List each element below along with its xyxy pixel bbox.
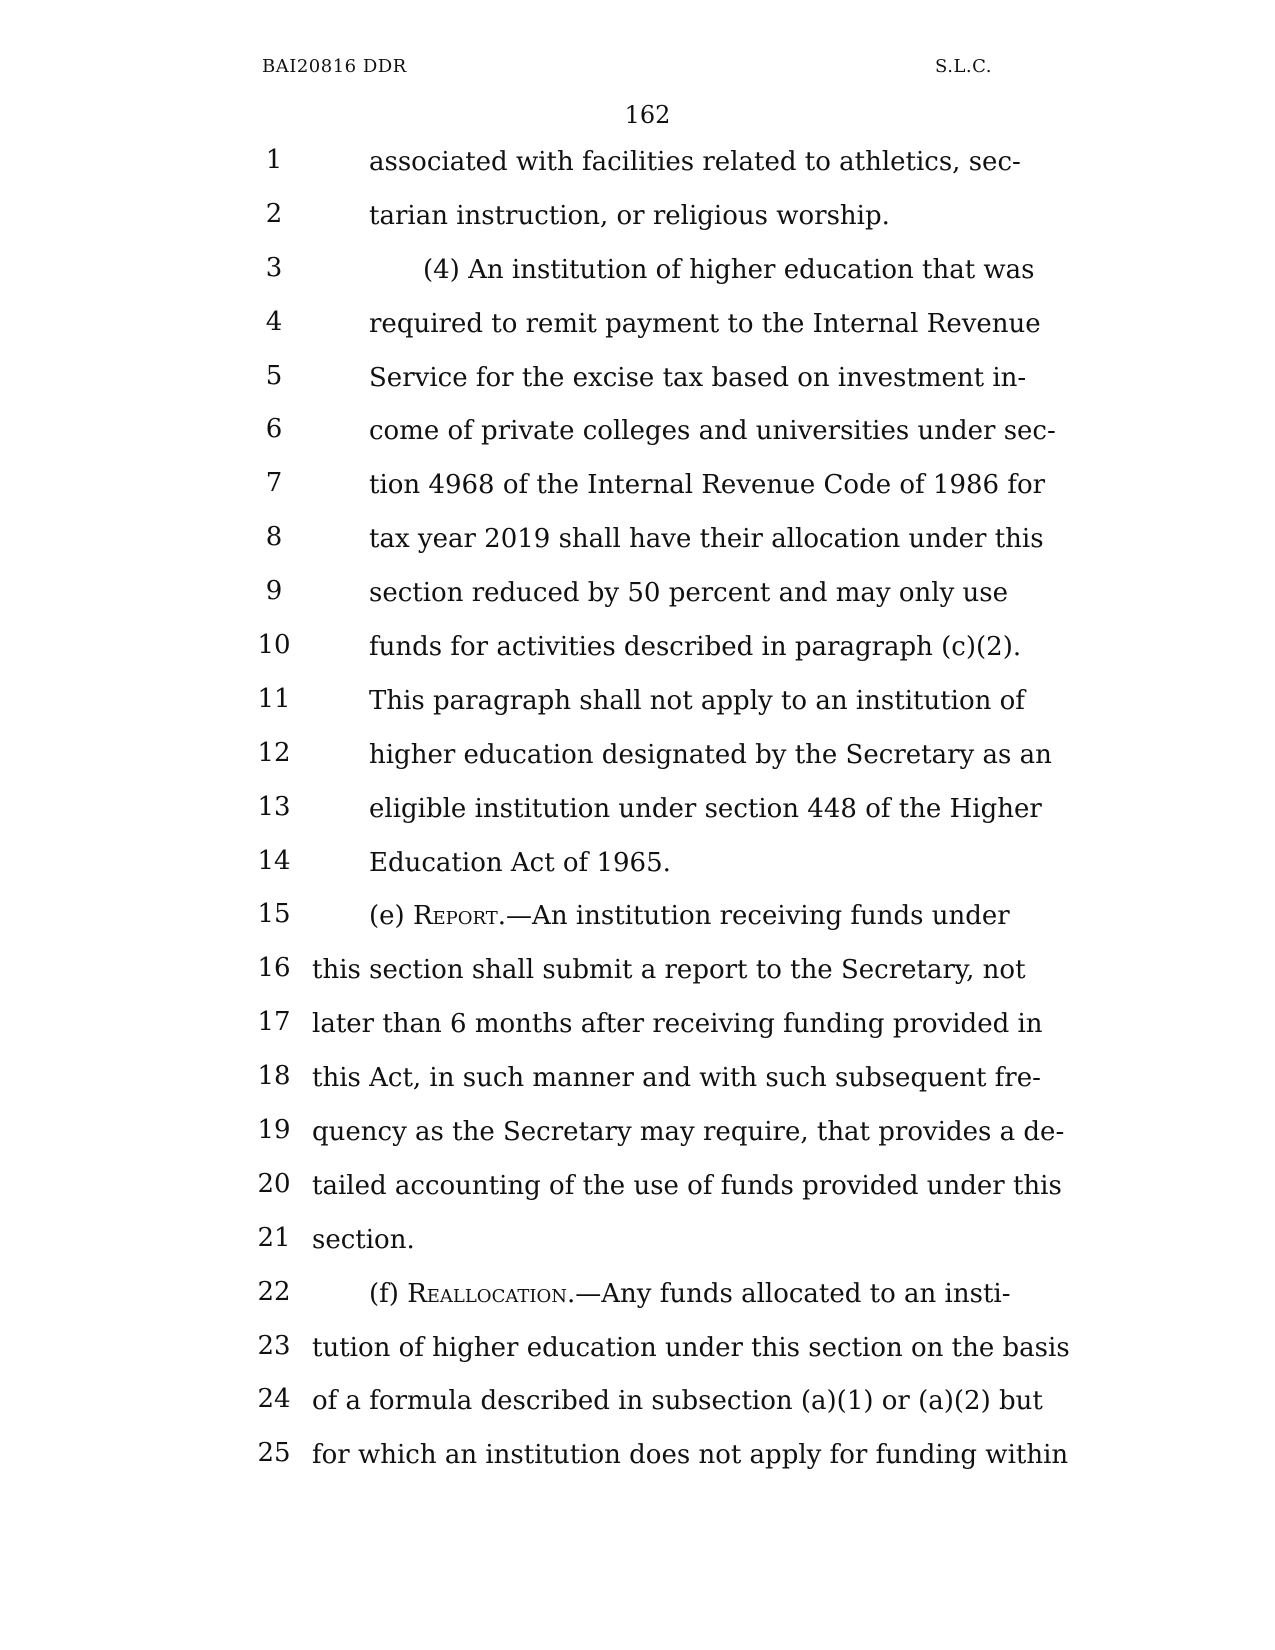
line-text: tarian instruction, or religious worship. [369, 200, 890, 231]
bill-line [0, 248, 1275, 302]
line-text: funds for activities described in paragraph (c)(2). [369, 632, 1022, 663]
line-text: eligible institution under section 448 of the Higher [369, 793, 1042, 824]
line-number: 24 [257, 1384, 291, 1415]
line-text: quency as the Secretary may require, that provides a de- [312, 1117, 1065, 1148]
line-number: 13 [257, 791, 291, 822]
line-text: higher education designated by the Secretary as an [369, 739, 1052, 770]
line-number: 12 [257, 737, 291, 768]
line-number: 16 [257, 953, 291, 984]
line-number: 21 [257, 1222, 291, 1253]
line-number: 8 [265, 522, 283, 553]
page-number: 162 [624, 101, 671, 129]
bill-line [0, 1002, 1275, 1056]
page-header-office: S.L.C. [935, 56, 992, 77]
subsection-text: .—Any funds allocated to an insti- [566, 1278, 1011, 1309]
bill-line [0, 517, 1275, 571]
line-text: for which an institution does not apply for funding within [312, 1440, 1069, 1471]
bill-line [0, 571, 1275, 625]
line-number: 1 [265, 145, 283, 175]
bill-line [0, 1056, 1275, 1110]
line-number: 18 [257, 1061, 291, 1092]
bill-line [0, 733, 1275, 787]
line-number: 11 [257, 683, 291, 714]
line-text: tailed accounting of the use of funds provided under this [312, 1170, 1062, 1201]
line-number: 10 [257, 630, 291, 661]
bill-text-body [0, 140, 1275, 1487]
line-number: 6 [265, 414, 283, 445]
line-number: 23 [257, 1330, 291, 1361]
bill-line [0, 356, 1275, 410]
line-text: Education Act of 1965. [369, 847, 671, 878]
bill-line [0, 1164, 1275, 1218]
line-text: tution of higher education under this section on the basis [312, 1332, 1070, 1363]
line-text [369, 1277, 1011, 1311]
line-text: this Act, in such manner and with such subsequent fre- [312, 1063, 1041, 1094]
subsection-text: .—An institution receiving funds under [497, 901, 1010, 932]
bill-line [0, 679, 1275, 733]
line-number: 14 [257, 845, 291, 876]
line-number: 19 [257, 1115, 291, 1146]
line-number: 22 [257, 1276, 291, 1307]
line-text: required to remit payment to the Internal Revenue [369, 308, 1041, 339]
line-text: Service for the excise tax based on investment in- [369, 362, 1027, 393]
bill-line [0, 1433, 1275, 1487]
subsection-heading: Reallocation [407, 1278, 567, 1309]
bill-line [0, 1272, 1275, 1326]
line-text: later than 6 months after receiving funding provided in [312, 1009, 1043, 1040]
bill-line [0, 140, 1275, 194]
bill-line [0, 194, 1275, 248]
line-number: 20 [257, 1168, 291, 1199]
line-number: 2 [265, 198, 283, 229]
bill-line [0, 1110, 1275, 1164]
line-text [369, 899, 1010, 933]
line-number: 5 [265, 360, 283, 391]
line-text: section. [312, 1224, 415, 1255]
line-text: this section shall submit a report to the Secretary, not [312, 955, 1026, 986]
subsection-heading: Report [412, 901, 498, 932]
line-text: come of private colleges and universities under sec- [369, 416, 1056, 447]
line-text: (4) An institution of higher education that was [423, 254, 1035, 285]
bill-line [0, 302, 1275, 356]
line-number: 3 [265, 252, 283, 283]
line-text: associated with facilities related to athletics, sec- [369, 147, 1021, 177]
line-number: 17 [257, 1007, 291, 1038]
bill-line [0, 1326, 1275, 1380]
bill-line [0, 625, 1275, 679]
line-text: tion 4968 of the Internal Revenue Code of 1986 for [369, 470, 1046, 501]
line-number: 4 [265, 306, 283, 337]
page-header-doc-id: BAI20816 DDR [262, 56, 407, 77]
line-number: 9 [265, 576, 283, 607]
subsection-label: (f) [369, 1278, 408, 1309]
subsection-label: (e) [369, 901, 413, 932]
line-text: of a formula described in subsection (a)(1) or (a)(2) but [312, 1386, 1043, 1417]
bill-line [0, 787, 1275, 841]
bill-line [0, 463, 1275, 517]
bill-line [0, 894, 1275, 948]
line-text: This paragraph shall not apply to an institution of [369, 685, 1025, 716]
bill-line [0, 1379, 1275, 1433]
line-number: 7 [265, 468, 283, 499]
line-number: 25 [257, 1438, 291, 1469]
bill-line [0, 948, 1275, 1002]
line-text: section reduced by 50 percent and may only use [369, 578, 1008, 609]
line-number: 15 [257, 899, 291, 930]
bill-line [0, 1218, 1275, 1272]
line-text: tax year 2019 shall have their allocation under this [369, 524, 1044, 555]
bill-line [0, 841, 1275, 895]
bill-line [0, 409, 1275, 463]
